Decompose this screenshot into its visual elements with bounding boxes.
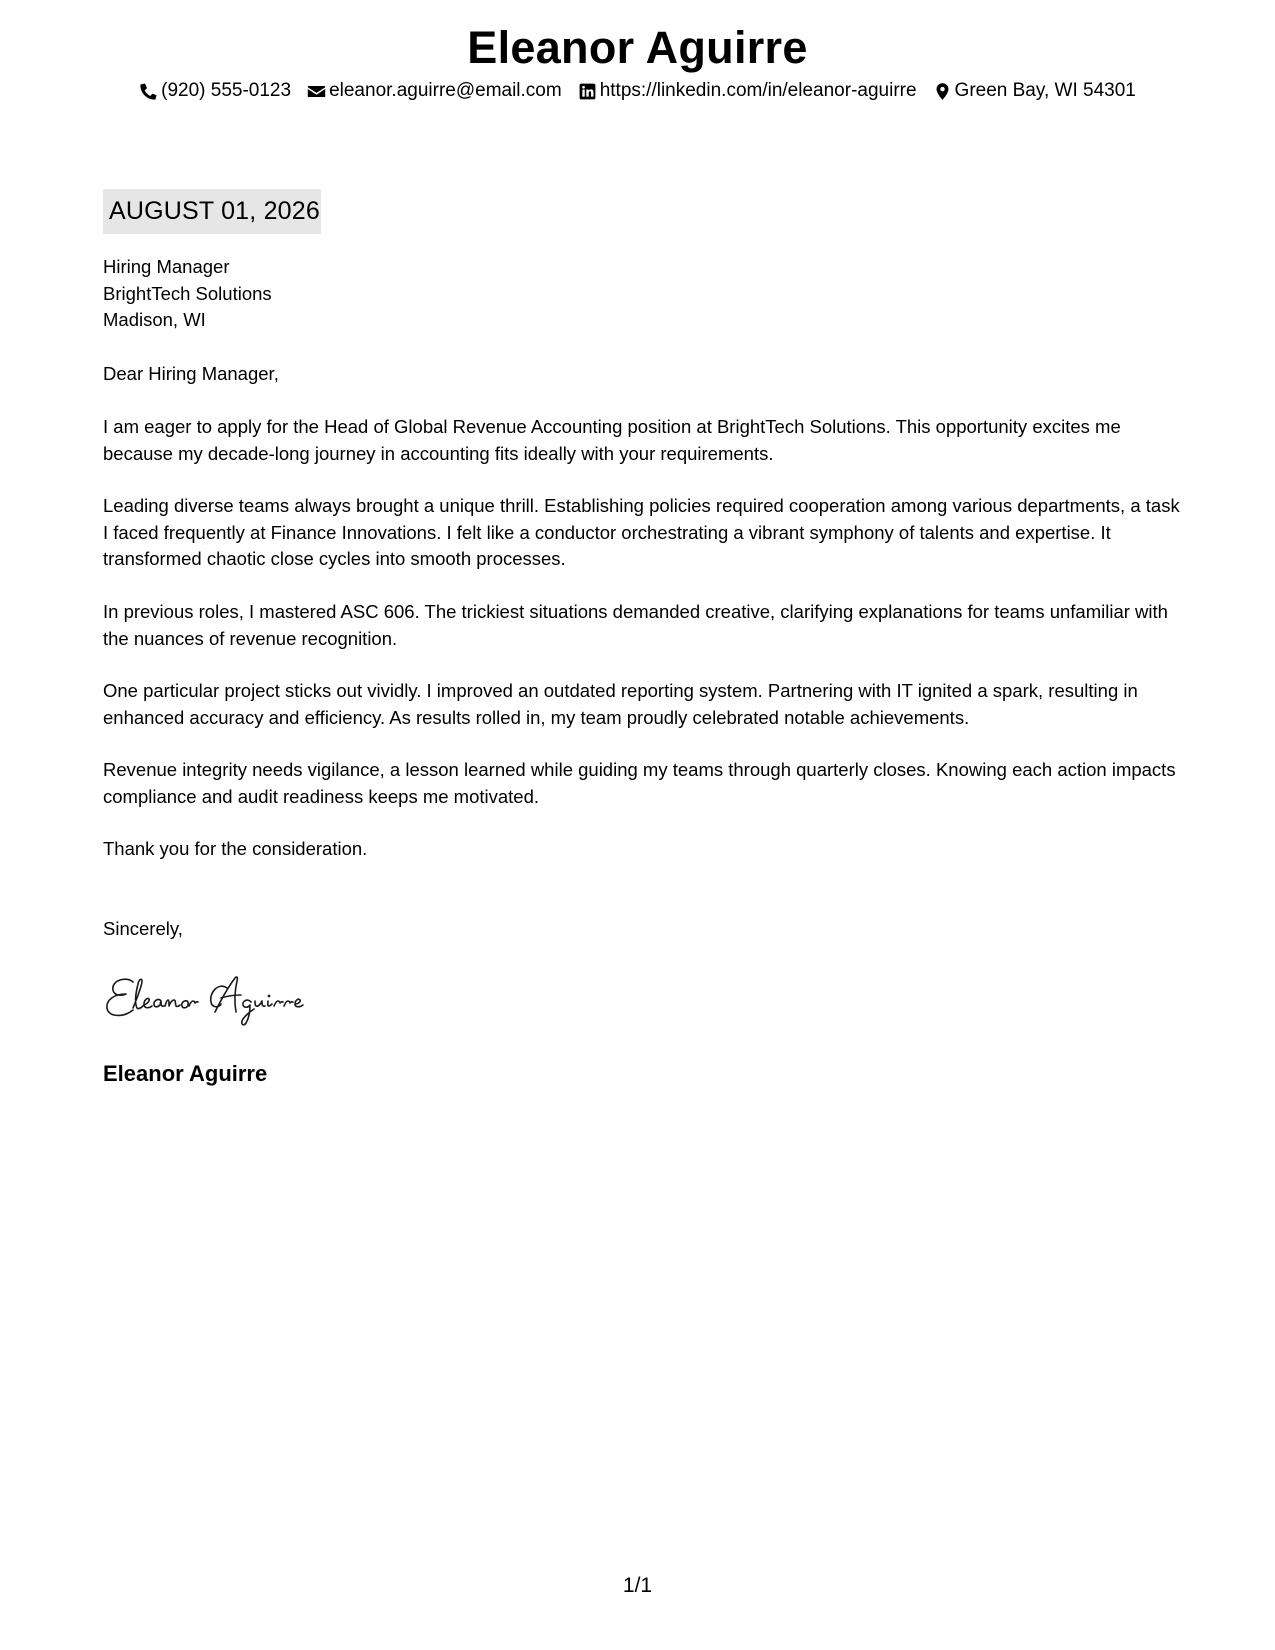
body-paragraph: Leading diverse teams always brought a unique thrill. Establishing policies required cooperation among various departments, a task I faced frequently at Finance Innovations. I felt like a conductor orchestrating a vibrant symphony of talents and expertise. It transformed chaotic close cycles into smooth processes. [103, 495, 1180, 569]
contact-location [933, 78, 1136, 104]
salutation: Dear Hiring Manager, [103, 363, 279, 384]
body-paragraph: Revenue integrity needs vigilance, a lesson learned while guiding my teams through quarterly closes. Knowing each action impacts compliance and audit readiness keeps me motivated. [103, 759, 1176, 807]
phone-text: (920) 555-0123 [161, 80, 292, 101]
location-text: Green Bay, WI 54301 [954, 80, 1136, 101]
thank-you-paragraph: Thank you for the consideration. [103, 838, 368, 859]
linkedin-icon [578, 82, 597, 101]
envelope-icon [307, 82, 326, 101]
recipient-title: Hiring Manager [103, 256, 230, 277]
handwritten-signature [103, 968, 373, 1028]
phone-icon [139, 82, 158, 101]
map-marker-icon [933, 82, 952, 101]
body-paragraph: In previous roles, I mastered ASC 606. The trickiest situations demanded creative, clarifying explanations for teams unfamiliar with the nuances of revenue recognition. [103, 601, 1168, 649]
applicant-name-heading: Eleanor Aguirre [467, 22, 808, 73]
recipient-location: Madison, WI [103, 309, 206, 330]
linkedin-url-text[interactable]: https://linkedin.com/in/eleanor-aguirre [599, 80, 917, 101]
contact-phone [139, 78, 291, 104]
recipient-company: BrightTech Solutions [103, 282, 272, 304]
body-paragraph: I am eager to apply for the Head of Global Revenue Accounting position at BrightTech Solutions. This opportunity excites me because my decade-long journey in accounting fits ideally with your requirements. [103, 416, 1121, 464]
contact-linkedin[interactable] [578, 78, 917, 104]
email-text[interactable]: eleanor.aguirre@email.com [329, 80, 562, 101]
page-number: 1/1 [622, 1574, 653, 1597]
closing-phrase: Sincerely, [103, 918, 183, 939]
letter-date: AUGUST 01, 2026 [103, 189, 321, 234]
recipient-block [103, 254, 1183, 334]
signer-name: Eleanor Aguirre [103, 1061, 268, 1086]
contact-info-bar [0, 78, 1275, 104]
body-paragraph: One particular project sticks out vividly. I improved an outdated reporting system. Partnering with IT ignited a spark, resulting in enhanced accuracy and efficiency. As results rolled in, my team proudly celebrated notable achievements. [103, 680, 1138, 728]
contact-email[interactable] [307, 78, 562, 104]
